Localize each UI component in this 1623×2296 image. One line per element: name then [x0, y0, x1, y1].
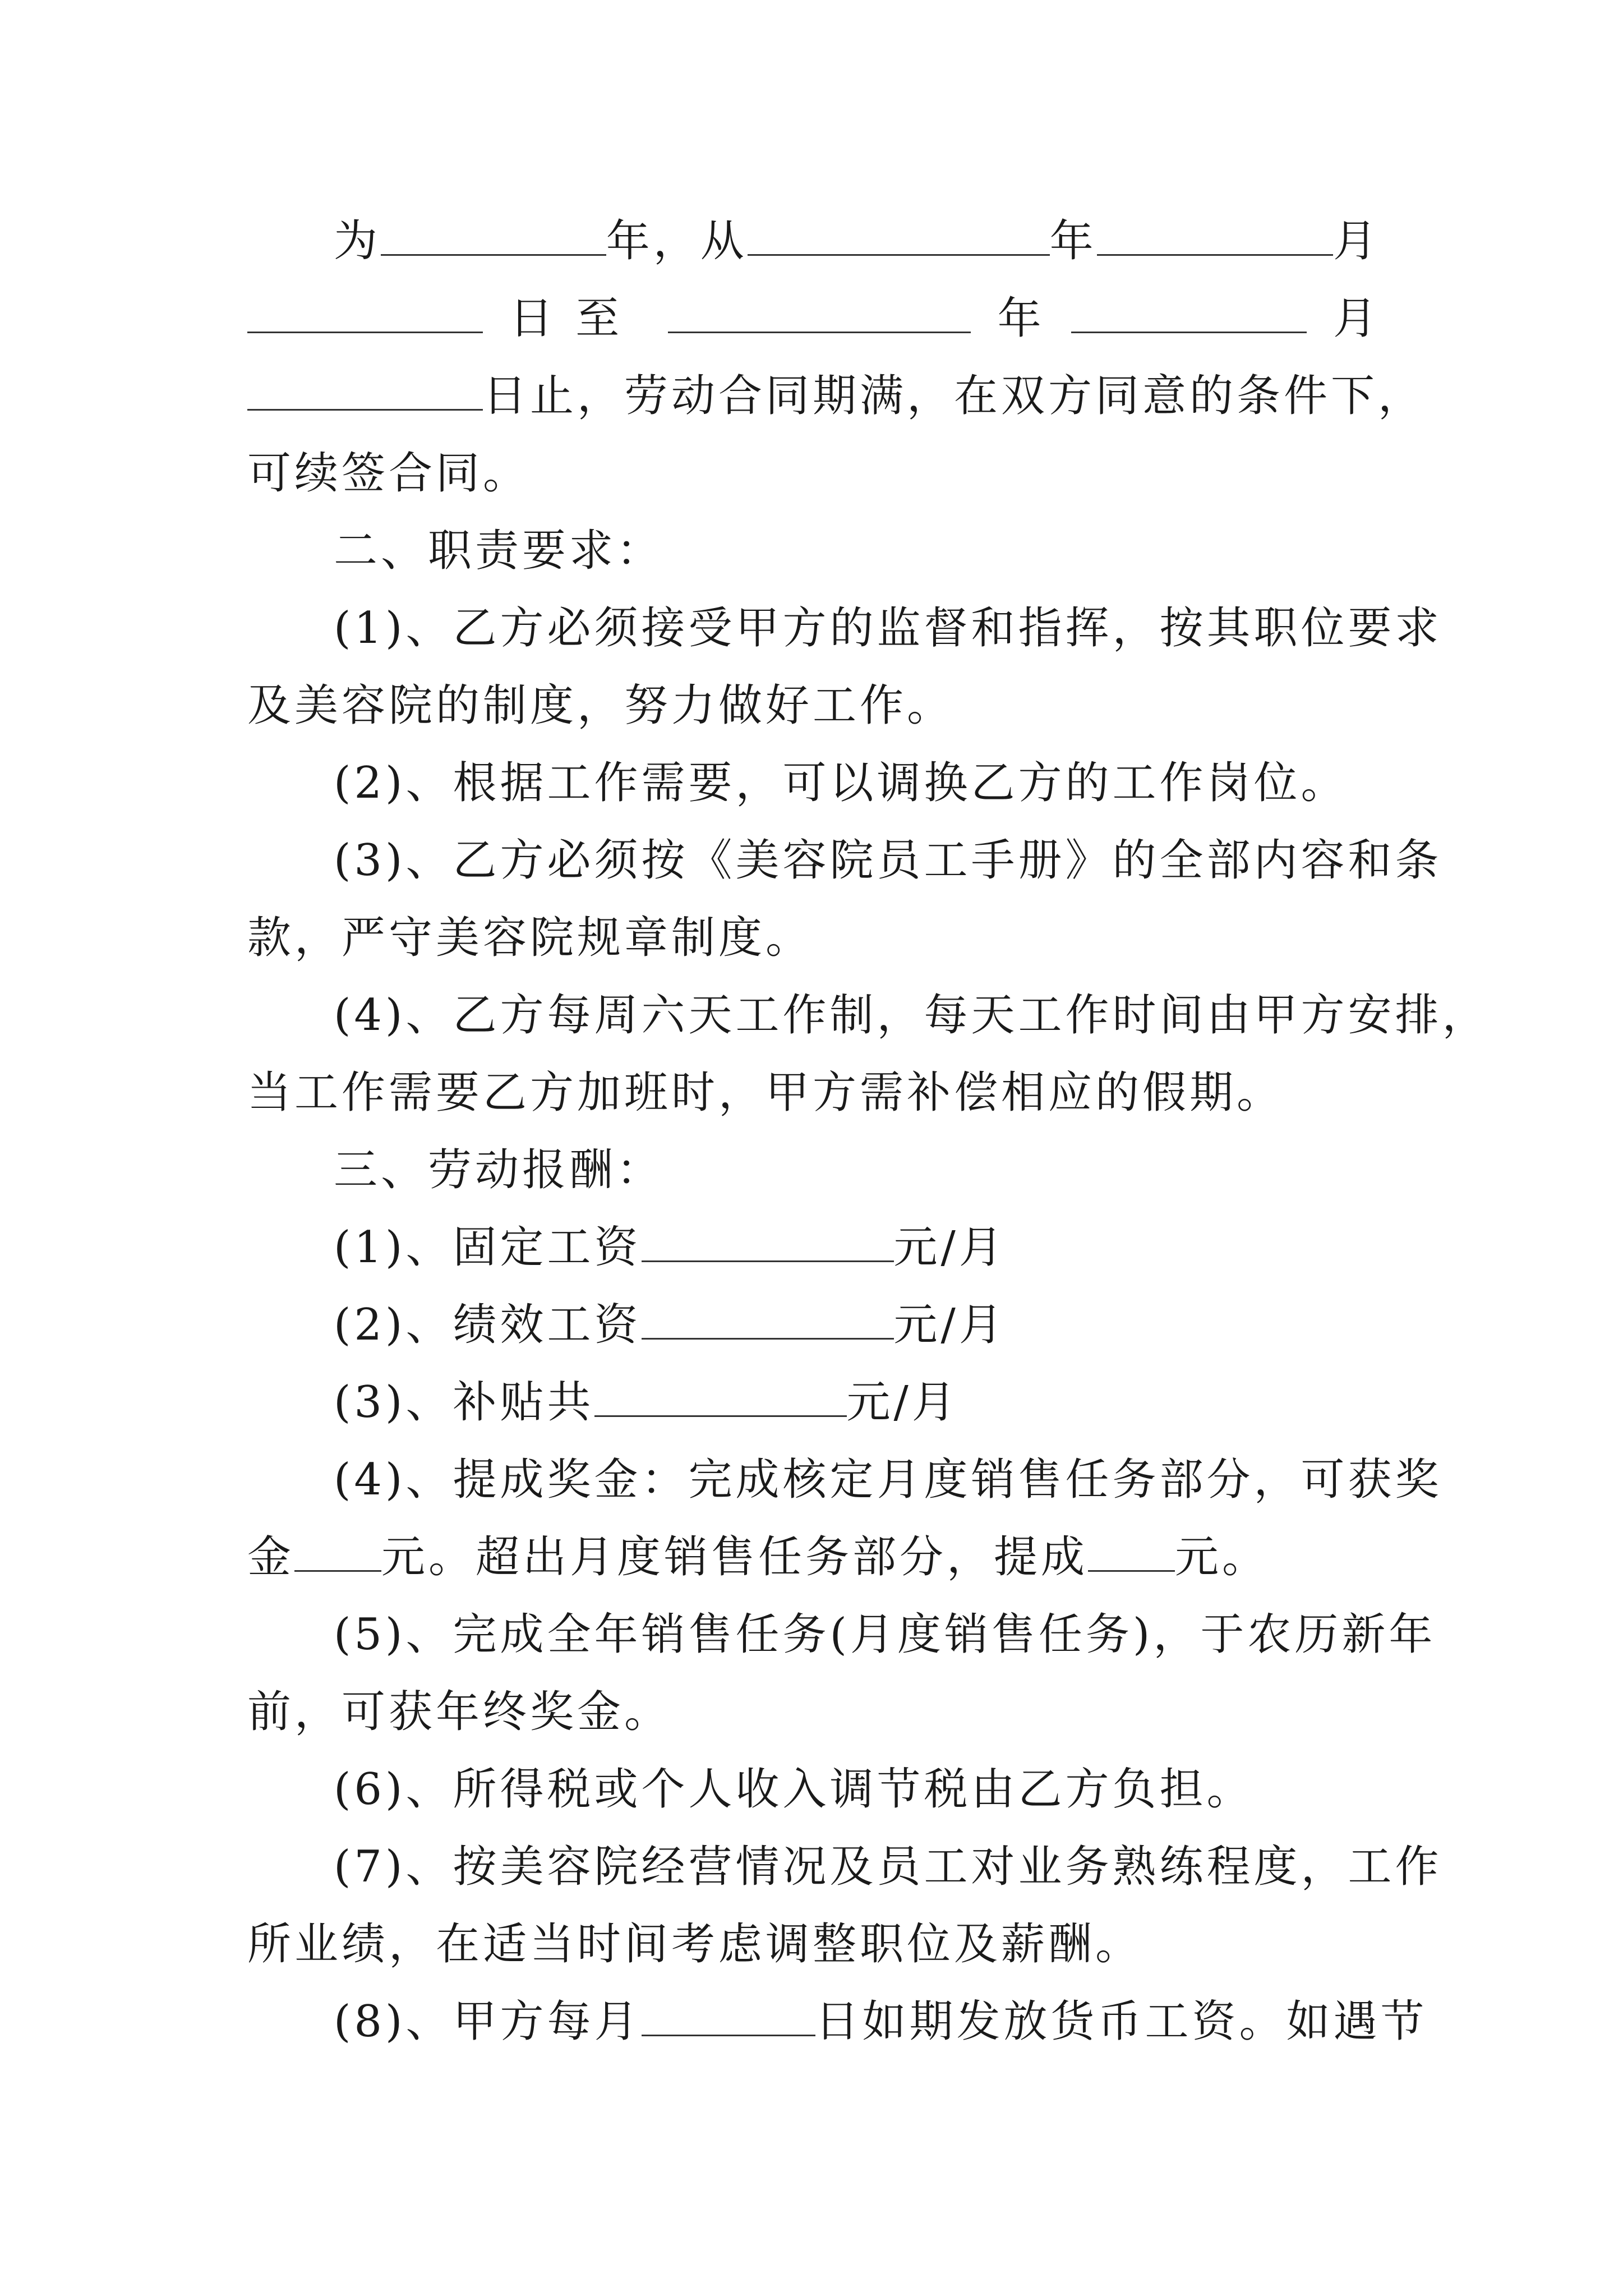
text-segment: (2)、绩效工资	[334, 1300, 642, 1350]
text-segment: 年	[1049, 216, 1097, 266]
paragraph-line: 款，严守美容院规章制度。	[247, 913, 813, 963]
text-segment: 日至	[509, 293, 642, 344]
blank-commission-amount[interactable]	[1088, 1530, 1175, 1572]
text-segment: 元/月	[893, 1222, 1006, 1273]
paragraph-line: (5)、完成全年销售任务(月度销售任务)，于农历新年	[334, 1609, 1436, 1660]
blank-start-day[interactable]	[247, 291, 483, 333]
payday-line	[334, 1994, 1467, 2050]
blank-start-year[interactable]	[748, 214, 1050, 256]
term-line-2	[247, 291, 1380, 347]
blank-bonus-amount[interactable]	[294, 1530, 381, 1572]
term-line-3	[247, 368, 1426, 424]
text-segment: 日止，劳动合同期满，在双方同意的条件下，	[483, 371, 1426, 421]
paragraph-line: (3)、乙方必须按《美容院员工手册》的全部内容和条	[334, 835, 1442, 886]
text-segment: (8)、甲方每月	[334, 1996, 642, 2047]
blank-start-month[interactable]	[1097, 214, 1333, 256]
paragraph-line: 所业绩，在适当时间考虑调整职位及薪酬。	[247, 1919, 1143, 1970]
text-segment: 金	[247, 1532, 295, 1582]
blank-end-day[interactable]	[247, 369, 483, 411]
section-heading-pay: 三、劳动报酬：	[334, 1145, 664, 1195]
text-segment: 月	[1332, 216, 1380, 266]
text-segment: 为	[334, 216, 381, 266]
paragraph-line: (6)、所得税或个人收入调节税由乙方负担。	[334, 1764, 1254, 1815]
text-segment: (1)、固定工资	[334, 1222, 642, 1273]
blank-years[interactable]	[381, 214, 606, 256]
text-segment: 元。超出月度销售任务部分，提成	[381, 1532, 1089, 1582]
paragraph-line: (4)、乙方每周六天工作制，每天工作时间由甲方安排，	[334, 990, 1490, 1041]
term-line-1	[334, 213, 1380, 269]
paragraph-line: (1)、乙方必须接受甲方的监督和指挥，按其职位要求	[334, 603, 1442, 654]
text-segment: 月	[1332, 293, 1380, 344]
commission-line	[247, 1529, 1380, 1585]
pay-item-allowance	[334, 1374, 1467, 1430]
section-heading-duties: 二、职责要求：	[334, 526, 664, 576]
text-segment: 元。	[1175, 1532, 1270, 1582]
pay-item-fixed-salary	[334, 1220, 1467, 1276]
blank-allowance[interactable]	[594, 1375, 847, 1417]
text-segment: 元/月	[846, 1377, 959, 1428]
paragraph-line: (4)、提成奖金：完成核定月度销售任务部分，可获奖	[334, 1455, 1442, 1505]
paragraph-line: (2)、根据工作需要，可以调换乙方的工作岗位。	[334, 758, 1348, 808]
pay-item-performance-salary	[334, 1297, 1467, 1353]
blank-end-year[interactable]	[668, 291, 971, 333]
text-segment: 日如期发放货币工资。如遇节	[815, 1996, 1428, 2047]
text-segment: 年，从	[606, 216, 748, 266]
blank-payday[interactable]	[642, 1994, 815, 2036]
text-segment: (3)、补贴共	[334, 1377, 594, 1428]
paragraph-line: 当工作需要乙方加班时，甲方需补偿相应的假期。	[247, 1068, 1284, 1118]
text-segment: 年	[997, 293, 1045, 344]
blank-fixed-salary[interactable]	[642, 1220, 894, 1262]
paragraph-line: 可续签合同。	[247, 448, 531, 499]
blank-performance-salary[interactable]	[642, 1297, 894, 1340]
paragraph-line: 及美容院的制度，努力做好工作。	[247, 680, 955, 731]
text-segment: 元/月	[893, 1300, 1006, 1350]
blank-end-month[interactable]	[1071, 291, 1307, 333]
paragraph-line: 前，可获年终奖金。	[247, 1687, 672, 1737]
paragraph-line: (7)、按美容院经营情况及员工对业务熟练程度，工作	[334, 1842, 1442, 1892]
